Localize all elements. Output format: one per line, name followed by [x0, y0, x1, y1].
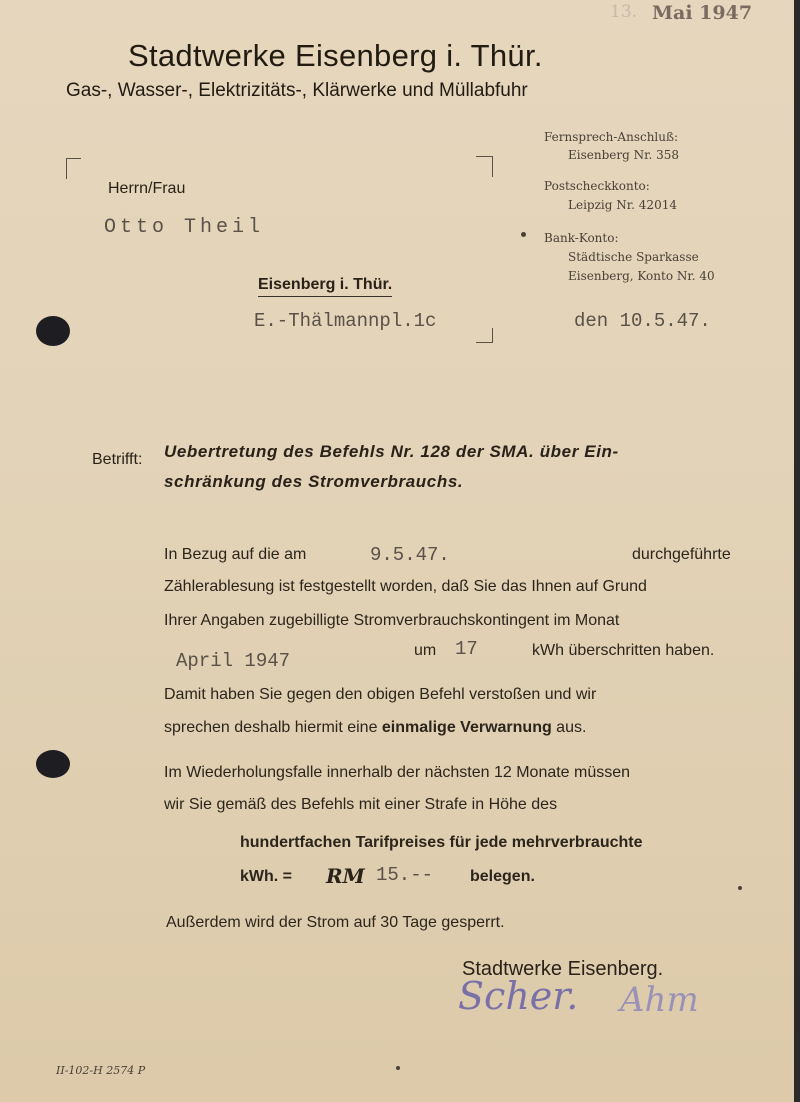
paragraph3-line1: Im Wiederholungsfalle innerhalb der nächsten 12 Monate müssen — [164, 764, 631, 781]
ink-dot — [738, 886, 742, 890]
phone-value: Eisenberg Nr. 358 — [568, 148, 680, 162]
paragraph2-line2-start — [164, 719, 586, 737]
bank-name: Städtische Sparkasse — [568, 250, 699, 264]
paragraph2-line2-end: aus. — [551, 719, 587, 736]
phone-label: Fernsprech-Anschluß: — [544, 130, 679, 144]
reading-date: 9.5.47. — [370, 544, 450, 566]
recipient-city: Eisenberg i. Thür. — [258, 276, 392, 297]
paragraph2-line2-text: sprechen deshalb hiermit eine — [164, 719, 382, 736]
page-right-edge — [794, 0, 800, 1102]
fine-label: kWh. = — [240, 868, 293, 885]
company-services: Gas-, Wasser-, Elektrizitäts-, Klärwerke und Müllabfuhr — [66, 80, 528, 101]
ink-dot — [521, 232, 526, 237]
bank-account-label: Bank-Konto: — [544, 231, 619, 245]
punch-hole-upper — [36, 316, 70, 346]
paragraph1-line2: Zählerablesung ist festgestellt worden, daß Sie das Ihnen auf Grund — [164, 578, 647, 595]
power-cut-notice: Außerdem wird der Strom auf 30 Tage gesperrt. — [166, 914, 505, 931]
exceeded-amount: 17 — [455, 638, 478, 660]
consumption-month: April 1947 — [176, 650, 291, 672]
subject-line-2: schränkung des Stromverbrauchs. — [164, 472, 464, 491]
fine-amount: 15.-- — [376, 864, 434, 886]
handwritten-signature-2: Ahm — [620, 980, 699, 1020]
bank-account-value: Eisenberg, Konto Nr. 40 — [568, 269, 715, 283]
recipient-street: E.-Thälmannpl.1c — [254, 310, 437, 332]
paragraph1-line3: Ihrer Angaben zugebilligte Stromverbrauchskontingent im Monat — [164, 612, 620, 629]
currency-symbol: RM — [326, 864, 365, 888]
handwritten-signature-1: Scher. — [458, 974, 579, 1018]
punch-hole-lower — [36, 750, 70, 778]
warning-phrase: einmalige Verwarnung — [381, 719, 552, 736]
paragraph3-line2: wir Sie gemäß des Befehls mit einer Strafe in Höhe des — [164, 796, 558, 813]
reading-performed: durchgeführte — [632, 546, 731, 563]
address-window-corner-top-right — [476, 156, 493, 177]
exceeded-by-label: um — [414, 642, 437, 659]
form-number: II-102-H 2574 P — [56, 1064, 146, 1077]
paragraph2-line1: Damit haben Sie gegen den obigen Befehl verstoßen und wir — [164, 686, 597, 703]
subject-line-1: Uebertretung des Befehls Nr. 128 der SMA. über Ein- — [164, 442, 619, 461]
salutation-label: Herrn/Frau — [108, 180, 186, 197]
company-name: Stadtwerke Eisenberg i. Thür. — [128, 38, 543, 73]
exceeded-unit-text: kWh überschritten haben. — [532, 642, 715, 659]
ink-dot — [396, 1066, 400, 1070]
fine-verb: belegen. — [470, 868, 535, 885]
received-stamp-day: 13. — [610, 2, 638, 22]
letter-date: den 10.5.47. — [574, 310, 711, 332]
signature-company: Stadtwerke Eisenberg. — [462, 958, 664, 980]
recipient-name: Otto Theil — [104, 216, 265, 239]
postal-account-value: Leipzig Nr. 42014 — [568, 198, 677, 212]
address-window-corner-top-left — [66, 158, 81, 179]
received-stamp-month-year: Mai 1947 — [652, 2, 753, 24]
paragraph3-line3: hundertfachen Tarifpreises für jede mehrverbrauchte — [240, 834, 643, 851]
reading-intro: In Bezug auf die am — [164, 546, 307, 563]
address-window-corner-bottom-right — [476, 328, 493, 343]
postal-account-label: Postscheckkonto: — [544, 179, 650, 193]
subject-label: Betrifft: — [92, 451, 143, 468]
